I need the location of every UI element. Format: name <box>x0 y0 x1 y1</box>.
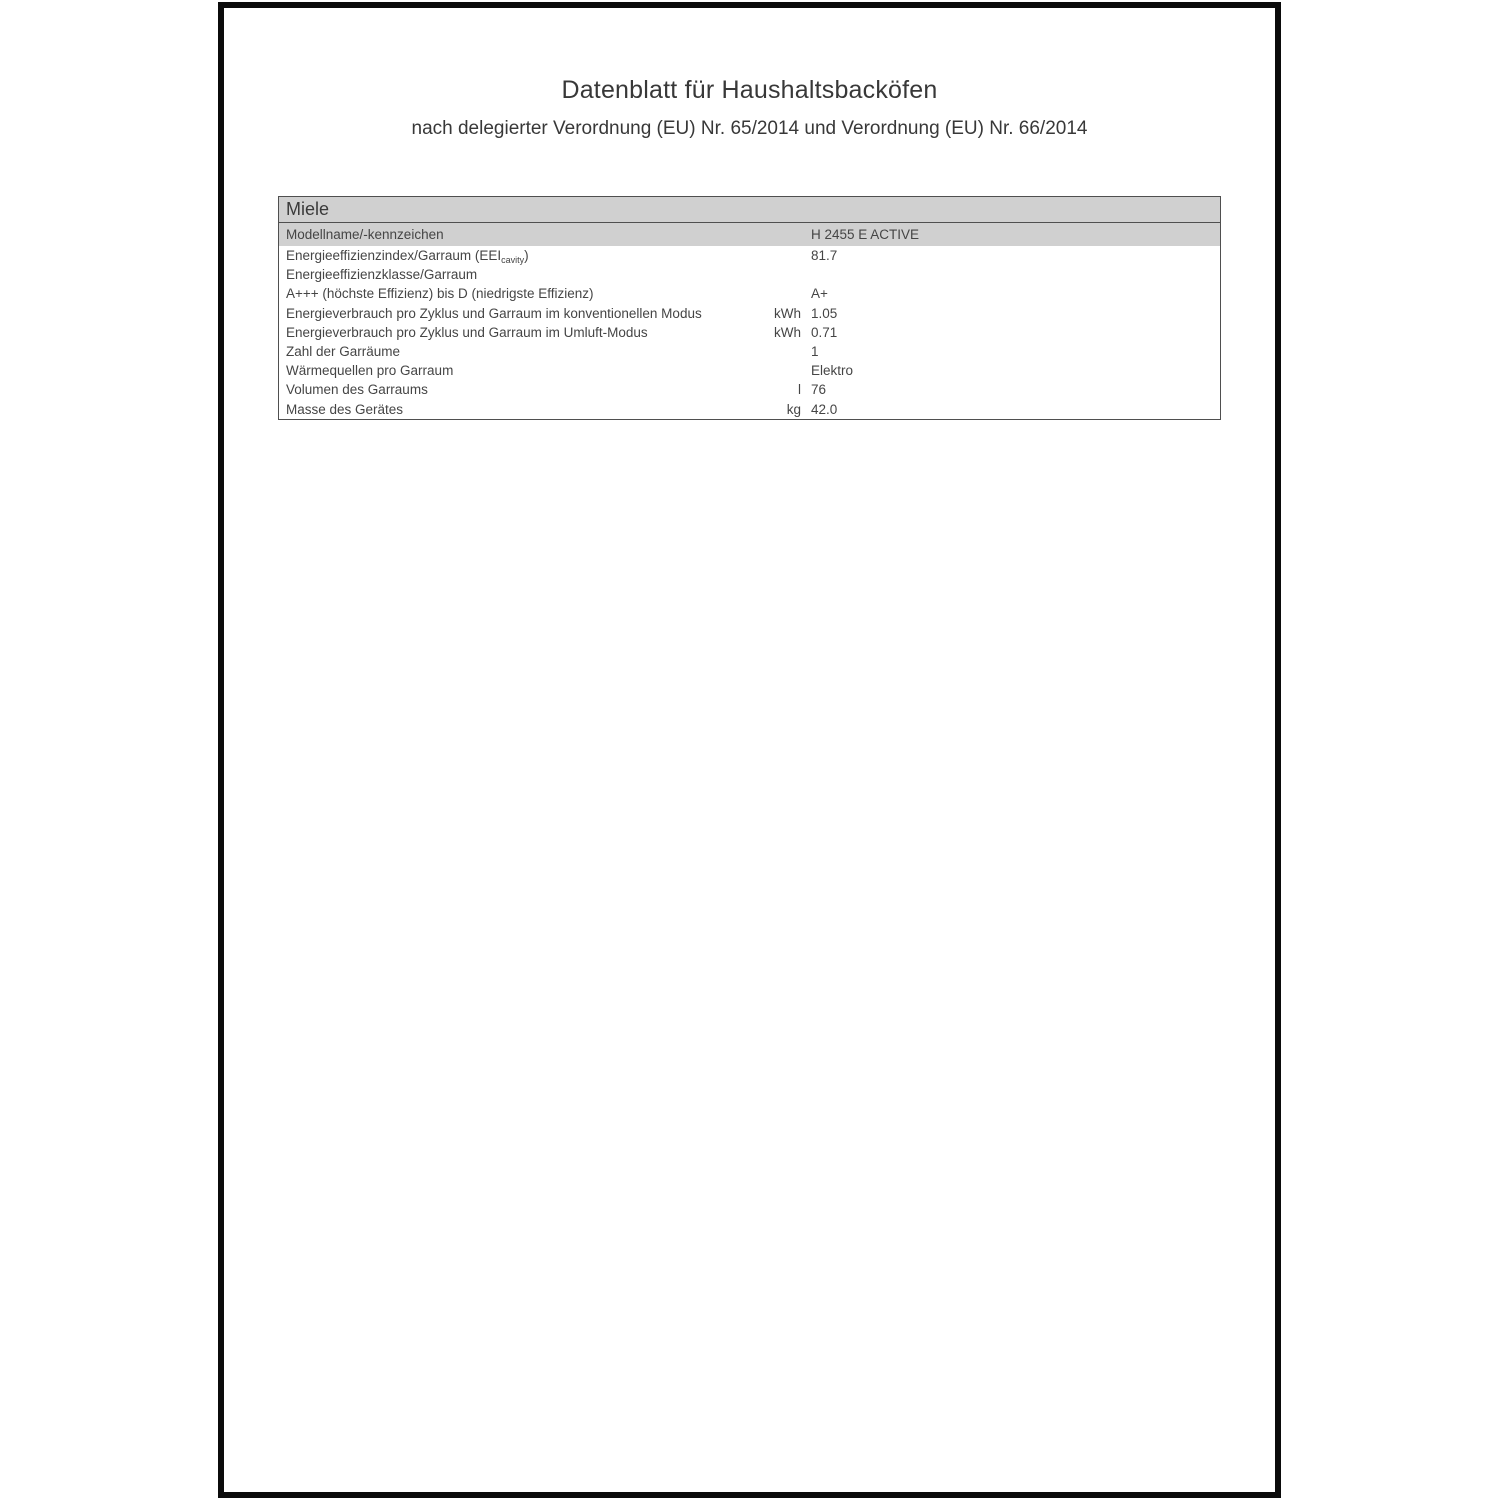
table-row-appliance-mass <box>279 400 1220 419</box>
row-value: 76 <box>811 382 827 398</box>
table-row-energy-convection <box>279 323 1220 342</box>
table-row-energy-conventional <box>279 304 1220 323</box>
row-label: Masse des Gerätes <box>286 401 404 417</box>
row-label-suffix: ) <box>524 248 529 264</box>
document-page <box>218 2 1281 1498</box>
row-label: Energieeffizienzklasse/Garraum <box>286 267 478 283</box>
row-label-text: Energieeffizienzindex/Garraum (EEI <box>286 248 502 264</box>
row-value: Elektro <box>811 363 854 379</box>
table-row-cavity-volume <box>279 380 1220 399</box>
row-label: A+++ (höchste Effizienz) bis D (niedrigste Effizienz) <box>286 286 594 302</box>
row-value: 42.0 <box>811 401 838 417</box>
row-value: 81.7 <box>811 248 838 264</box>
row-label: Energieverbrauch pro Zyklus und Garraum im Umluft-Modus <box>286 324 648 340</box>
row-label: Volumen des Garraums <box>286 382 428 398</box>
table-row-efficiency-class <box>279 265 1220 284</box>
row-unit: kWh <box>774 324 801 340</box>
row-unit: kg <box>786 401 801 417</box>
row-label <box>279 248 731 266</box>
row-value: A+ <box>811 286 828 302</box>
row-label: Modellname/-kennzeichen <box>286 227 444 242</box>
datasheet-table <box>278 196 1221 420</box>
row-label: Energieverbrauch pro Zyklus und Garraum im konventionellen Modus <box>286 305 702 321</box>
table-row-model <box>279 223 1220 246</box>
row-label-subscript: cavity <box>501 255 525 266</box>
table-row-efficiency-scale <box>279 284 1220 303</box>
table-row-cavity-count <box>279 342 1220 361</box>
row-value: 0.71 <box>811 324 838 340</box>
document-title: Datenblatt für Haushaltsbacköfen <box>561 76 938 104</box>
table-row-heat-source <box>279 361 1220 380</box>
row-unit: l <box>798 382 801 398</box>
row-label: Zahl der Garräume <box>286 344 401 360</box>
table-row-eei <box>279 246 1220 265</box>
brand-header: Miele <box>279 197 1220 223</box>
row-value: 1 <box>811 344 819 360</box>
row-value: 1.05 <box>811 305 838 321</box>
row-unit: kWh <box>774 305 801 321</box>
row-value: H 2455 E ACTIVE <box>811 227 920 242</box>
row-label: Wärmequellen pro Garraum <box>286 363 454 379</box>
document-subtitle: nach delegierter Verordnung (EU) Nr. 65/2014 und Verordnung (EU) Nr. 66/2014 <box>411 118 1088 139</box>
